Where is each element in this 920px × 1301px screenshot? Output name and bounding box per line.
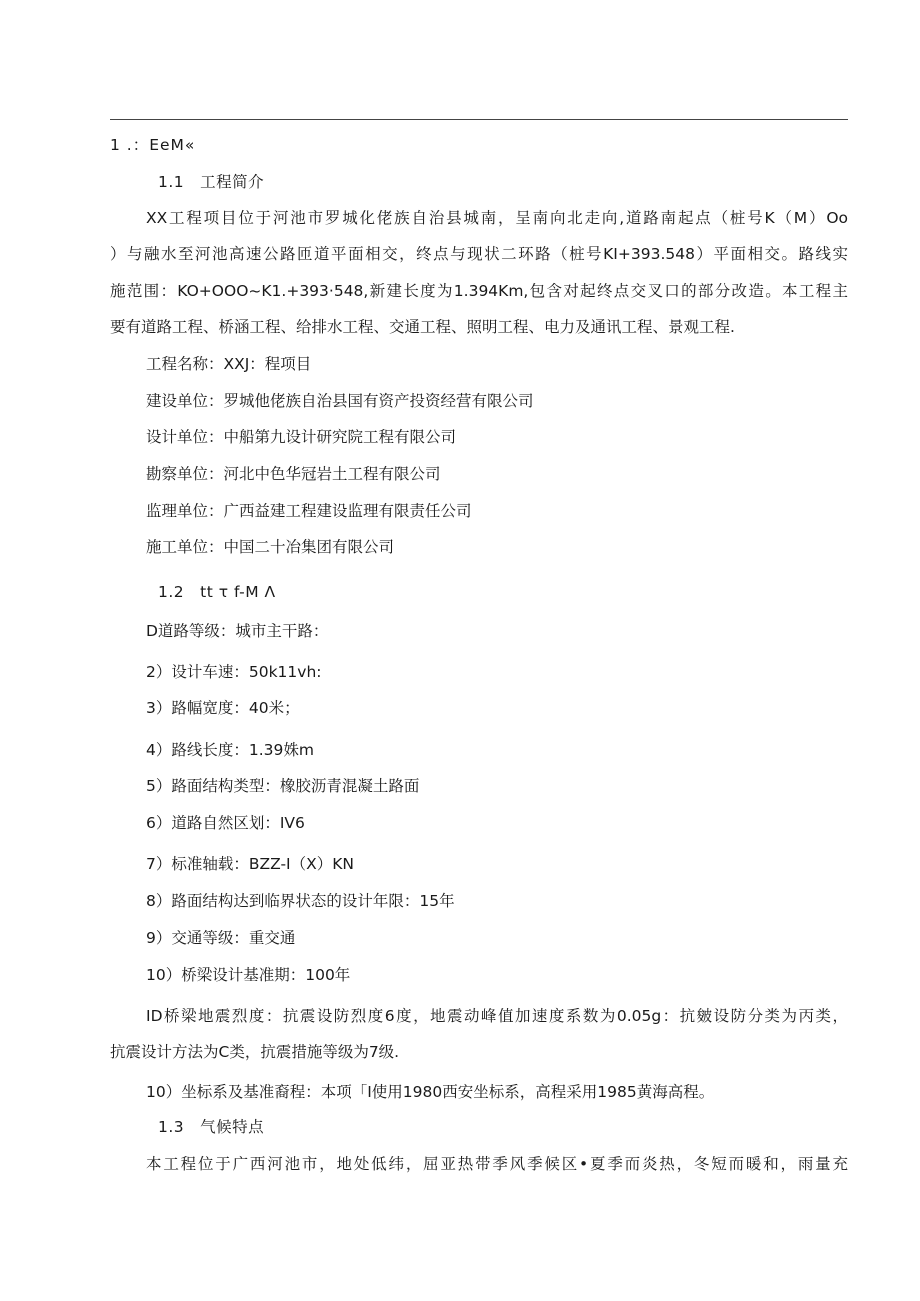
- para-line-2: ）与融水至河池高速公路匝道平面相交，终点与现状二环路（桩号KI+393.548）平面相交。路线实: [110, 245, 848, 263]
- list-item: 8）路面结构达到临界状态的设计年限：15年: [146, 892, 455, 910]
- list-item: 3）路幅宽度：40米；: [146, 699, 300, 717]
- info-designer: 设计单位：中船第九设计研究院工程有限公司: [146, 428, 457, 446]
- list-item: 6）道路自然区划：IV6: [146, 814, 305, 832]
- coord-system: 10）坐标系及基准裔程：本项「I使用1980西安坐标系，高程采用1985黄海高程。: [146, 1083, 715, 1101]
- list-item: D道路等级：城市主干路：: [146, 622, 329, 640]
- info-supervisor: 监理单位：广西益建工程建设监理有限责任公司: [146, 502, 472, 520]
- section-1-2-title: 1.2 tt τ f-M Λ: [158, 583, 276, 601]
- section-1-3-title: 1.3 气候特点: [158, 1118, 265, 1136]
- info-owner: 建设单位：罗城他佬族自治县国有资产投资经营有限公司: [146, 392, 534, 410]
- list-item: 7）标准轴载：BZZ-I（X）KN: [146, 855, 355, 873]
- list-item: 9）交通等级：重交通: [146, 929, 296, 947]
- info-contractor: 施工单位：中国二十冶集团有限公司: [146, 538, 395, 556]
- seismic-line-2: 抗震设计方法为C类，抗震措施等级为7级.: [110, 1043, 400, 1061]
- info-survey: 勘察单位：河北中色华冠岩土工程有限公司: [146, 465, 441, 483]
- list-item: 2）设计车速：50k11vh:: [146, 663, 322, 681]
- seismic-line-1: ID桥梁地震烈度：抗震设防烈度6度，地震动峰值加速度系数为0.05g：抗皴设防分类为丙类，: [146, 1007, 848, 1025]
- list-item: 10）桥梁设计基准期：100年: [146, 966, 351, 984]
- info-project-name: 工程名称：XXJ：程项目: [146, 355, 312, 373]
- section-1-1-title: 1.1 工程简介: [158, 173, 265, 191]
- list-item: 4）路线长度：1.39姝m: [146, 741, 314, 759]
- header-rule: [110, 119, 848, 120]
- para-line-1: XX工程项目位于河池市罗城化佬族自治县城南，呈南向北走向,道路南起点（桩号K（M）Oo: [146, 209, 848, 227]
- chapter-heading: 1 .：EeM«: [110, 136, 196, 154]
- para-line-4: 要有道路工程、桥涵工程、给排水工程、交通工程、照明工程、电力及通讯工程、景观工程.: [110, 318, 735, 336]
- climate-para: 本工程位于广西河池市，地处低纬，屈亚热带季风季候区•夏季而炎热，冬短而暖和，雨量充: [146, 1155, 848, 1173]
- para-line-3: 施范围：KO+OOO~K1.+393·548,新建长度为1.394Km,包含对起终点交叉口的部分改造。本工程主: [110, 282, 848, 300]
- list-item: 5）路面结构类型：橡胶沥青混凝土路面: [146, 777, 420, 795]
